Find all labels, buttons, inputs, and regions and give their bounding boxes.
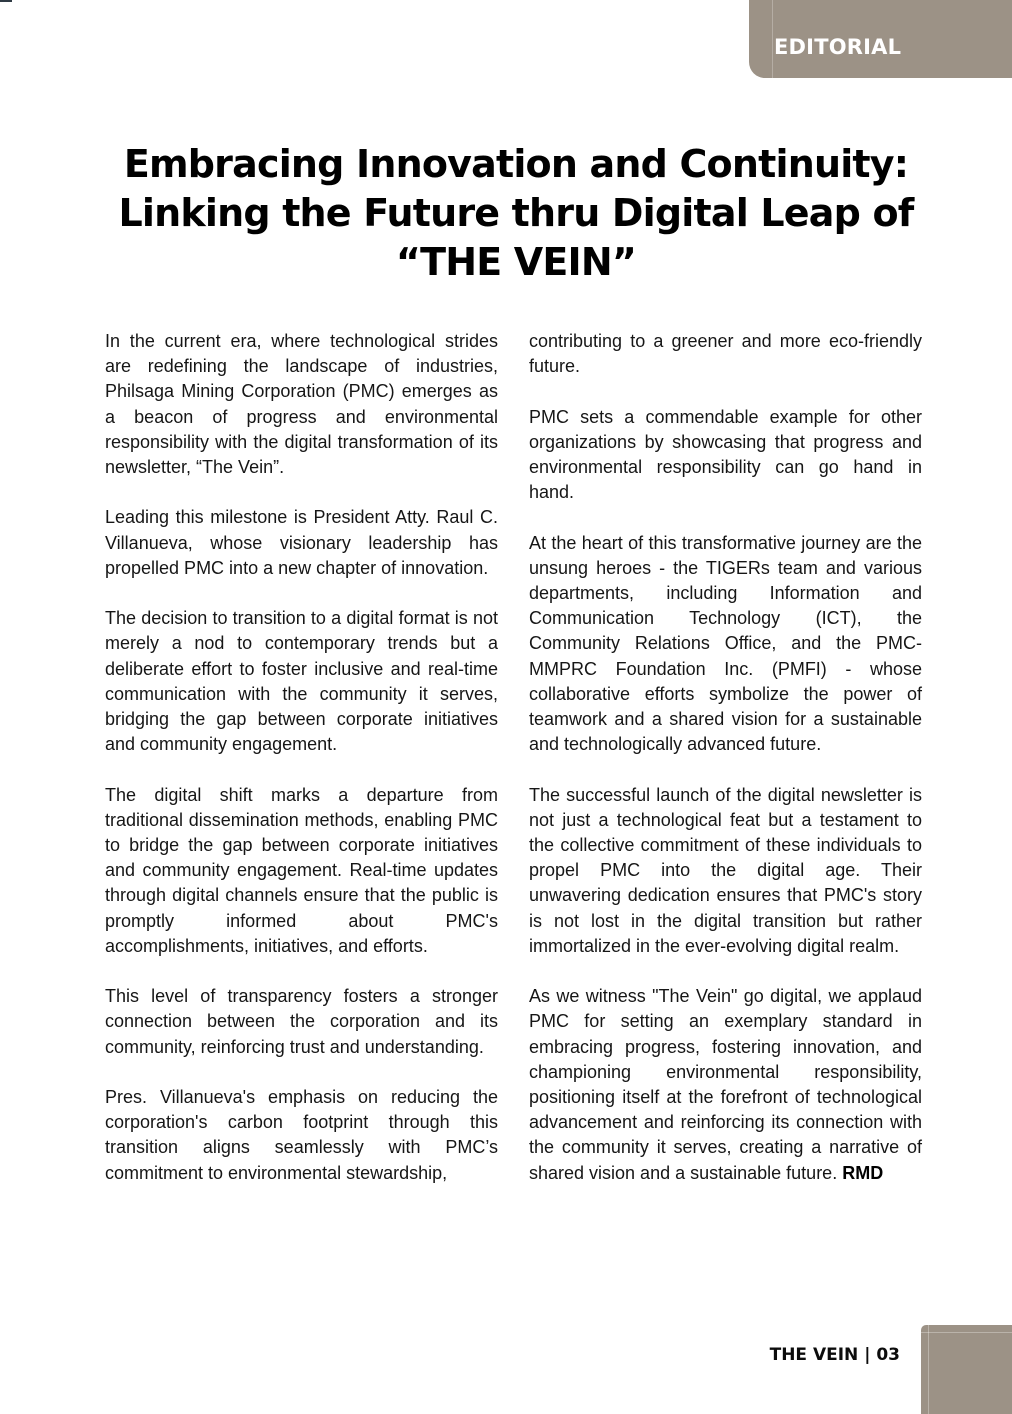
- headline: Embracing Innovation and Continuity: Linking the Future thru Digital Leap of “THE VEIN”: [118, 142, 914, 284]
- paragraph: This level of transparency fosters a stronger connection between the corporation and its community, reinforcing trust and understanding.: [105, 986, 498, 1057]
- paragraph: Pres. Villanueva's emphasis on reducing the corporation's carbon footprint through this transition aligns seamlessly with PMC’s commitment to environmental stewardship,: [105, 1087, 498, 1183]
- paragraph: PMC sets a commendable example for other organizations by showcasing that progress and environmental responsibility can go hand in hand.: [529, 406, 922, 503]
- author-signature: RMD: [842, 1162, 884, 1183]
- paragraph: The decision to transition to a digital format is not merely a nod to contemporary trends but a deliberate effort to foster inclusive and real-time communication with the community it serves, bridging the gap between corporate initiatives and community engagement.: [105, 608, 498, 755]
- paragraph: Leading this milestone is President Atty. Raul C. Villanueva, whose visionary leadership has propelled PMC into a new chapter of innovation.: [105, 507, 498, 578]
- paragraph: At the heart of this transformative journey are the unsung heroes - the TIGERs team and various departments, including Information and Communication Technology (ICT), the Community Relations Office, and the PMC-MMPRC Foundation Inc. (PMFI) - whose collaborative efforts symbolize the power of teamwork and a shared vision for a sustainable and technologically advanced future.: [529, 532, 922, 755]
- section-tab: [749, 0, 1012, 78]
- closing-paragraph: [529, 984, 922, 1186]
- paragraph: The successful launch of the digital newsletter is not just a technological feat but a testament to the collective commitment of these individuals to propel PMC into the digital age. Their unwavering dedication ensures that PMC's story is not lost in the digital transition but rather immortalized in the ever-evolving digital realm.: [529, 784, 922, 956]
- article-body: [105, 329, 922, 1211]
- closing-text: As we witness "The Vein" go digital, we applaud PMC for setting an exemplary standard in embracing progress, fostering innovation, and championing environmental responsibility, positioning itself at the forefront of technological advancement and reinforcing its connection with the community it serves, creating a narrative of shared vision and a sustainable future.: [529, 986, 922, 1183]
- paragraph: In the current era, where technological strides are redefining the landscape of industries, Philsaga Mining Corporation (PMC) emerges as a beacon of progress and environmental responsibility with the digital transformation of its newsletter, “The Vein”.: [105, 331, 498, 478]
- section-label: EDITORIAL: [774, 35, 902, 59]
- page-footer-label: THE VEIN | 03: [769, 1345, 900, 1365]
- footer-block-line-vertical: [928, 1325, 929, 1414]
- paragraph: contributing to a greener and more eco-friendly future.: [529, 331, 922, 377]
- left-column: [105, 329, 498, 1211]
- footer-decorative-block: [921, 1325, 1012, 1414]
- paragraph: The digital shift marks a departure from traditional dissemination methods, enabling PMC to bridge the gap between corporate initiatives and community engagement. Real-time updates through digital channels ensure that the public is promptly informed about PMC's accomplishments, initiatives, and efforts.: [105, 784, 498, 956]
- tab-divider-line: [772, 0, 773, 78]
- footer-block-line-horizontal: [921, 1332, 1012, 1333]
- corner-mark: [0, 0, 12, 2]
- right-column: [529, 329, 922, 1211]
